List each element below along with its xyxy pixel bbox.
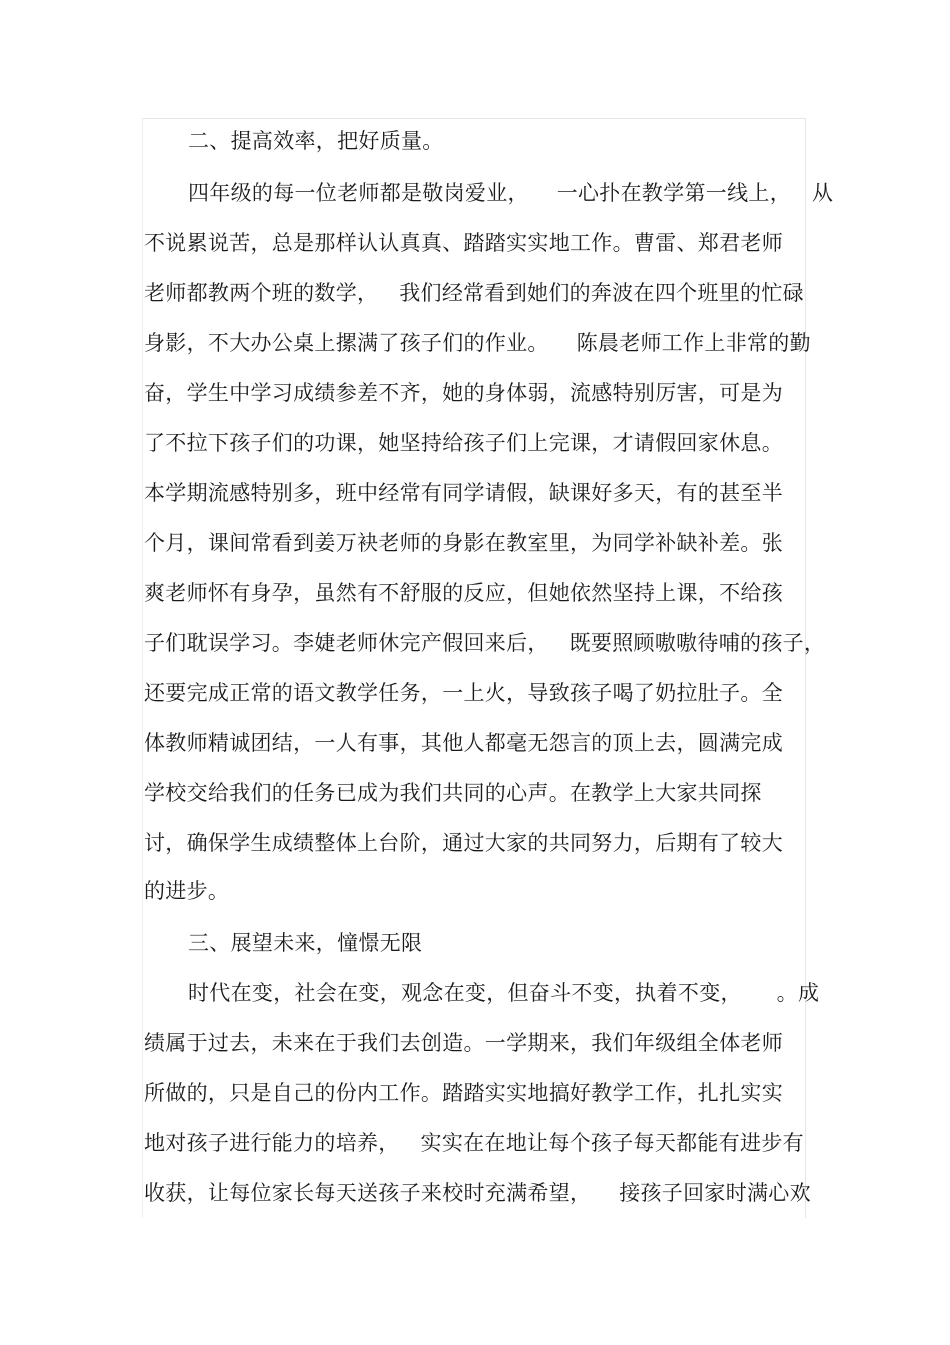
paragraph-line: 子们耽误学习。李婕老师休完产假回来后， 既要照顾嗷嗷待哺的孩子，	[144, 631, 826, 655]
paragraph-line: 时代在变，社会在变，观念在变，但奋斗不变，执着不变， 。成	[188, 981, 820, 1005]
paragraph-line: 了不拉下孩子们的功课，她坚持给孩子们上完课，才请假回家休息。	[144, 431, 783, 455]
paragraph-line: 老师都教两个班的数学， 我们经常看到她们的奔波在四个班里的忙碌	[144, 281, 804, 305]
paragraph-line: 身影，不大办公桌上摞满了孩子们的作业。 陈晨老师工作上非常的勤	[144, 331, 811, 355]
paragraph-line: 所做的，只是自己的份内工作。踏踏实实地搞好教学工作，扎扎实实	[144, 1081, 783, 1105]
paragraph-line: 本学期流感特别多，班中经常有同学请假，缺课好多天，有的甚至半	[144, 481, 783, 505]
paragraph-line: 学校交给我们的任务已成为我们共同的心声。在教学上大家共同探	[144, 781, 762, 805]
paragraph-line: 不说累说苦，总是那样认认真真、踏踏实实地工作。曹雷、郑君老师	[144, 231, 783, 255]
paragraph-line: 收获，让每位家长每天送孩子来校时充满希望， 接孩子回家时满心欢	[144, 1181, 811, 1205]
paragraph-line: 绩属于过去，未来在于我们去创造。一学期来，我们年级组全体老师	[144, 1031, 783, 1055]
section-heading-3: 三、展望未来，憧憬无限	[188, 931, 423, 955]
paragraph-line: 地对孩子进行能力的培养， 实实在在地让每个孩子每天都能有进步有	[144, 1131, 804, 1155]
paragraph-line: 个月，课间常看到姜万袂老师的身影在教室里，为同学补缺补差。张	[144, 531, 783, 555]
paragraph-line: 的进步。	[144, 879, 230, 903]
paragraph-line: 讨，确保学生成绩整体上台阶，通过大家的共同努力，后期有了较大	[144, 831, 783, 855]
section-heading-2: 二、提高效率，把好质量。	[188, 129, 444, 153]
paragraph-line: 奋，学生中学习成绩参差不齐，她的身体弱，流感特别厉害，可是为	[144, 381, 783, 405]
paragraph-line: 四年级的每一位老师都是敬岗爱业， 一心扑在教学第一线上， 从	[188, 181, 834, 205]
paragraph-line: 体教师精诚团结，一人有事，其他人都毫无怨言的顶上去，圆满完成	[144, 731, 783, 755]
paragraph-line: 还要完成正常的语文教学任务，一上火，导致孩子喝了奶拉肚子。全	[144, 681, 783, 705]
paragraph-line: 爽老师怀有身孕，虽然有不舒服的反应，但她依然坚持上课，不给孩	[144, 581, 783, 605]
